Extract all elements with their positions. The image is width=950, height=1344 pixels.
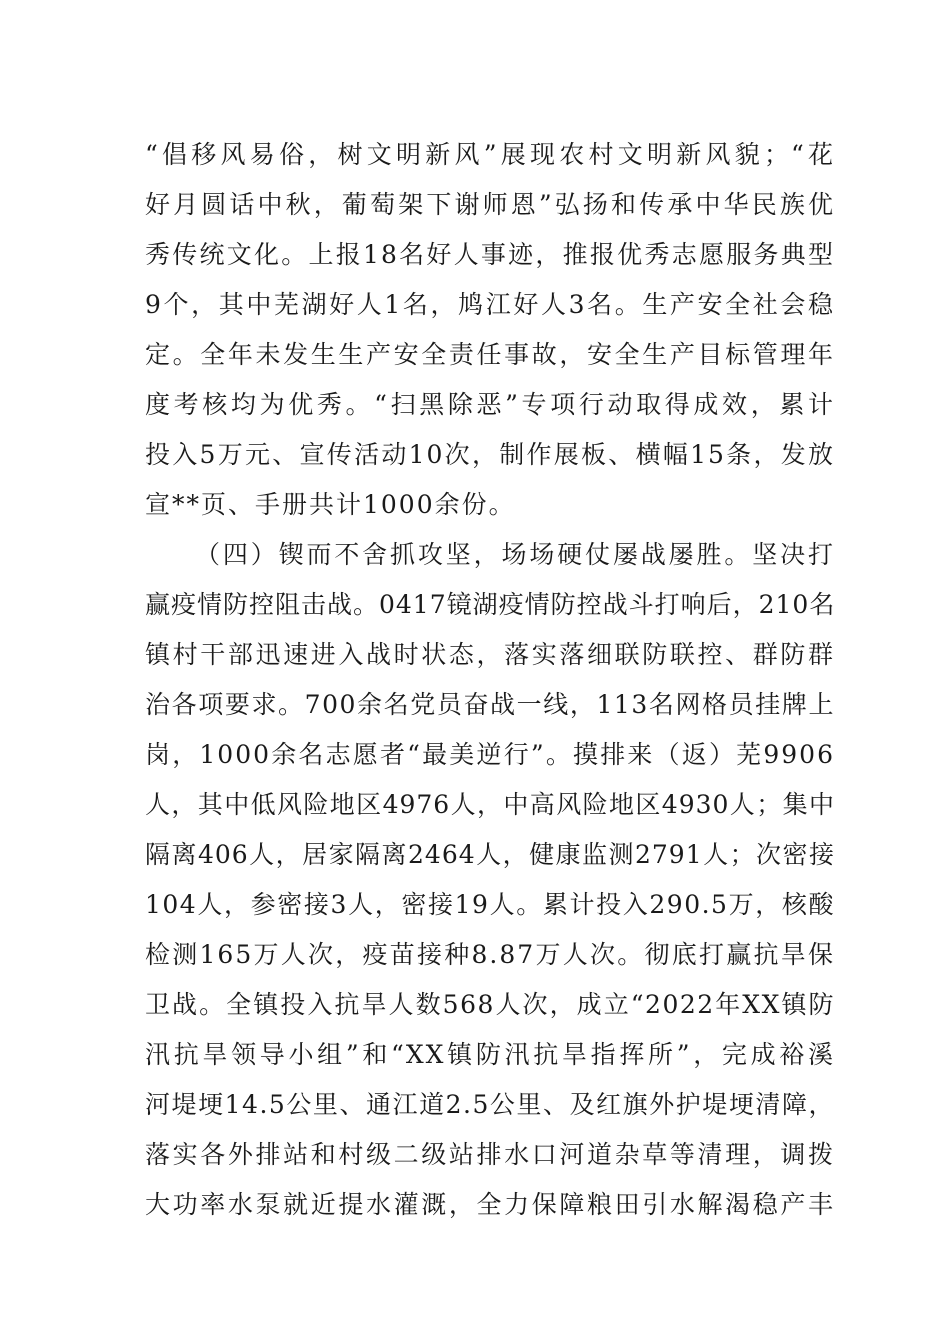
paragraph-civilization-safety bbox=[145, 130, 835, 530]
text-line: 秀传统文化。上报18名好人事迹，推报优秀志愿服务典型 bbox=[145, 240, 835, 269]
text-line: 人，其中低风险地区4976人，中高风险地区4930人；集中 bbox=[145, 790, 835, 819]
text-line: 好月圆话中秋，葡萄架下谢师恩”弘扬和传承中华民族优 bbox=[145, 190, 835, 219]
document-body bbox=[145, 130, 835, 1230]
text-line: 岗，1000余名志愿者“最美逆行”。摸排来（返）芜9906 bbox=[145, 740, 835, 769]
text-line: 落实各外排站和村级二级站排水口河道杂草等清理，调拨 bbox=[145, 1140, 835, 1169]
section-heading-line: （四）锲而不舍抓攻坚，场场硬仗屡战屡胜。坚决打 bbox=[195, 540, 835, 569]
text-line: 赢疫情防控阻击战。0417镜湖疫情防控战斗打响后，210名 bbox=[145, 590, 836, 619]
text-line: 汛抗旱领导小组”和“XX镇防汛抗旱指挥所”，完成裕溪 bbox=[145, 1040, 835, 1069]
text-line: 检测165万人次，疫苗接种8.87万人次。彻底打赢抗旱保 bbox=[145, 940, 835, 969]
text-line: 9个，其中芜湖好人1名，鸠江好人3名。生产安全社会稳 bbox=[145, 290, 835, 319]
text-line: 104人，参密接3人，密接19人。累计投入290.5万，核酸 bbox=[145, 890, 835, 919]
text-line: 宣**页、手册共计1000余份。 bbox=[145, 490, 516, 519]
text-line: 镇村干部迅速进入战时状态，落实落细联防联控、群防群 bbox=[145, 640, 835, 669]
text-line: 定。全年未发生生产安全责任事故，安全生产目标管理年 bbox=[145, 340, 835, 369]
text-line: 河堤埂14.5公里、通江道2.5公里、及红旗外护堤埂清障， bbox=[145, 1090, 835, 1119]
text-line: “倡移风易俗，树文明新风”展现农村文明新风貌；“花 bbox=[145, 140, 835, 169]
text-line: 度考核均为优秀。“扫黑除恶”专项行动取得成效，累计 bbox=[145, 390, 835, 419]
text-line: 隔离406人，居家隔离2464人，健康监测2791人；次密接 bbox=[145, 840, 835, 869]
text-line: 卫战。全镇投入抗旱人数568人次，成立“2022年XX镇防 bbox=[145, 990, 835, 1019]
text-line: 大功率水泵就近提水灌溉，全力保障粮田引水解渴稳产丰 bbox=[145, 1190, 835, 1219]
paragraph-section-four bbox=[145, 530, 835, 1230]
text-line: 治各项要求。700余名党员奋战一线，113名网格员挂牌上 bbox=[145, 690, 835, 719]
text-line: 投入5万元、宣传活动10次，制作展板、横幅15条，发放 bbox=[145, 440, 835, 469]
